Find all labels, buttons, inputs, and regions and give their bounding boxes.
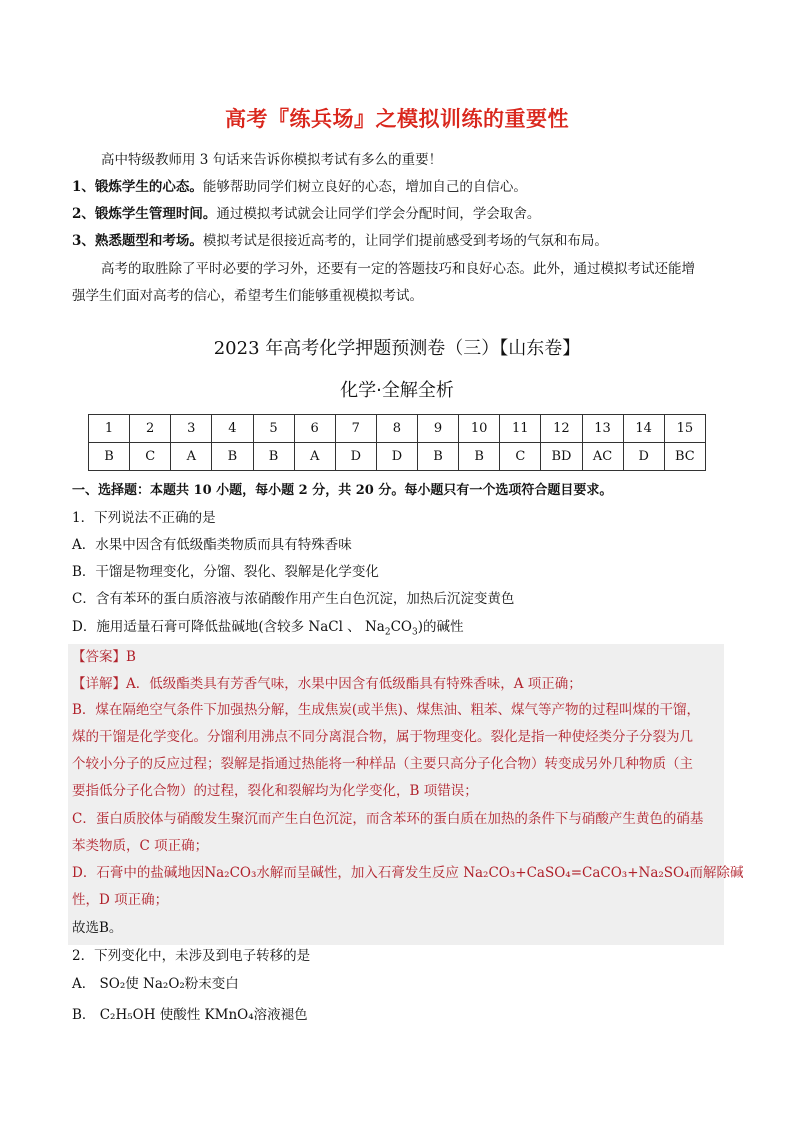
- q1-option-d-post: )的碱性: [417, 619, 464, 635]
- table-cell: AC: [582, 443, 623, 471]
- point-2: [72, 204, 724, 224]
- point-2-lead: 2、锻炼学生管理时间。: [72, 206, 217, 222]
- table-cell: C: [500, 443, 541, 471]
- q2-option-a: A． SO₂使 Na₂O₂粉末变白: [72, 976, 239, 992]
- table-cell: C: [130, 443, 171, 471]
- answer-table-numbers: [89, 415, 706, 443]
- point-1-text: 能够帮助同学们树立良好的心态，增加自己的自信心。: [202, 179, 527, 195]
- explain-line: 煤的干馏是化学变化。分馏利用沸点不同分离混合物，属于物理变化。裂化是指一种使烃类分子分裂为几: [72, 729, 693, 745]
- table-cell: D: [335, 443, 376, 471]
- table-cell: 12: [541, 415, 582, 443]
- table-cell: 6: [294, 415, 335, 443]
- q1-option-d-mid: CO: [390, 619, 412, 635]
- q2-option-b: B． C₂H₅OH 使酸性 KMnO₄溶液褪色: [72, 1007, 308, 1023]
- explain-line: B．煤在隔绝空气条件下加强热分解，生成焦炭(或半焦)、煤焦油、粗苯、煤气等产物的过程叫煤的干馏，: [72, 702, 700, 718]
- table-cell: B: [253, 443, 294, 471]
- table-cell: 3: [171, 415, 212, 443]
- table-cell: D: [376, 443, 417, 471]
- q1-conclusion: 故选B。: [72, 920, 123, 936]
- q1-option-d-sub1: 2: [384, 627, 391, 638]
- explain-line: 苯类物质，C 项正确；: [72, 838, 209, 854]
- table-cell: BD: [541, 443, 582, 471]
- point-1-lead: 1、锻炼学生的心态。: [72, 179, 203, 195]
- table-cell: 2: [130, 415, 171, 443]
- closing-line-1: 高考的取胜除了平时必要的学习外，还要有一定的答题技巧和良好心态。此外，通过模拟考试还能增: [101, 261, 695, 277]
- table-cell: 9: [418, 415, 459, 443]
- point-2-text: 通过模拟考试就会让同学们学会分配时间，学会取舍。: [216, 206, 541, 222]
- table-cell: 4: [212, 415, 253, 443]
- table-cell: 10: [459, 415, 500, 443]
- table-cell: 14: [623, 415, 664, 443]
- q1-option-d-sub2: 3: [411, 627, 418, 638]
- q1-option-d-pre: D．施用适量石膏可降低盐碱地(含较多 NaCl 、 Na: [72, 619, 385, 635]
- table-cell: 13: [582, 415, 623, 443]
- page-title: 高考『练兵场』之模拟训练的重要性: [225, 107, 569, 131]
- answer-table: [88, 414, 706, 471]
- point-1: [72, 177, 724, 197]
- paper-subtitle: 化学·全解全析: [340, 380, 454, 401]
- explain-line: 【详解】A．低级酯类具有芳香气味，水果中因含有低级酯具有特殊香味，A 项正确；: [72, 676, 582, 692]
- table-cell: 7: [335, 415, 376, 443]
- paper-title: 2023 年高考化学押题预测卷（三）【山东卷】: [213, 338, 581, 359]
- explain-line: 个较小分子的反应过程；裂解是指通过热能将一种样品（主要只高分子化合物）转变成另外几种物质（主: [72, 756, 693, 772]
- table-cell: A: [171, 443, 212, 471]
- table-cell: D: [623, 443, 664, 471]
- explain-line: C．蛋白质胶体与硝酸发生聚沉而产生白色沉淀，而含苯环的蛋白质在加热的条件下与硝酸产生黄色的硝基: [72, 811, 704, 827]
- table-cell: B: [212, 443, 253, 471]
- table-cell: 1: [89, 415, 130, 443]
- q2-stem: 2．下列变化中，未涉及到电子转移的是: [72, 948, 311, 964]
- table-cell: 15: [664, 415, 705, 443]
- point-3: [72, 231, 724, 251]
- point-3-lead: 3、熟悉题型和考场。: [72, 233, 203, 249]
- table-cell: 5: [253, 415, 294, 443]
- q1-option-b: B．干馏是物理变化，分馏、裂化、裂解是化学变化: [72, 564, 379, 580]
- point-3-text: 模拟考试是很接近高考的，让同学们提前感受到考场的气氛和布局。: [202, 233, 608, 249]
- table-cell: A: [294, 443, 335, 471]
- table-cell: B: [418, 443, 459, 471]
- q1-option-a: A．水果中因含有低级酯类物质而具有特殊香味: [72, 537, 352, 553]
- table-cell: BC: [664, 443, 705, 471]
- table-cell: B: [89, 443, 130, 471]
- answer-table-answers: [89, 443, 706, 471]
- q1-option-c: C．含有苯环的蛋白质溶液与浓硝酸作用产生白色沉淀，加热后沉淀变黄色: [72, 591, 515, 607]
- explain-line: 要指低分子化合物）的过程，裂化和裂解均为化学变化，B 项错误；: [72, 783, 478, 799]
- q1-stem: 1．下列说法不正确的是: [72, 510, 216, 526]
- q1-option-d: [72, 617, 724, 643]
- table-cell: 11: [500, 415, 541, 443]
- explain-line: 性，D 项正确；: [72, 892, 169, 908]
- explain-line: D．石膏中的盐碱地因Na₂CO₃水解而呈碱性，加入石膏发生反应 Na₂CO₃+CaSO₄=CaCO₃+Na₂SO₄而解除碱: [72, 865, 744, 881]
- closing-line-2: 强学生们面对高考的信心，希望考生们能够重视模拟考试。: [72, 288, 423, 304]
- q1-answer: 【答案】B: [72, 649, 136, 665]
- section-heading: 一、选择题：本题共 10 小题，每小题 2 分，共 20 分。每小题只有一个选项符合题目要求。: [72, 483, 613, 498]
- intro-text: 高中特级教师用 3 句话来告诉你模拟考试有多么的重要！: [101, 152, 443, 168]
- table-cell: B: [459, 443, 500, 471]
- table-cell: 8: [376, 415, 417, 443]
